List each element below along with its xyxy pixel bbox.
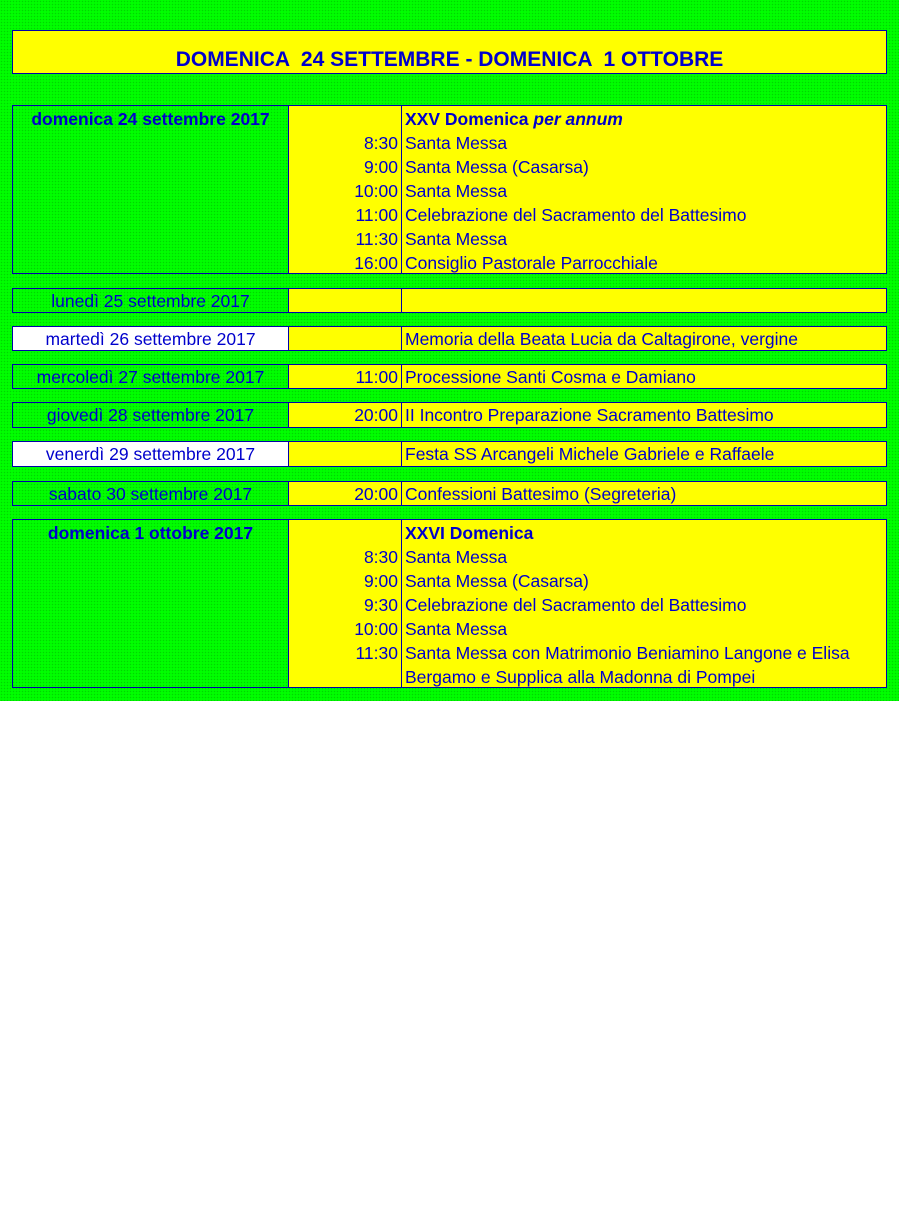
event-time: 8:30 [363,547,398,567]
event-time: 10:00 [354,619,398,639]
event-desc: Processione Santi Cosma e Damiano [402,365,886,388]
time-column [288,520,402,687]
event-desc: Santa Messa con Matrimonio Beniamino Langone e Elisa [405,643,850,663]
event-time: 11:00 [288,365,402,388]
event-desc [402,289,886,312]
liturgy-heading-main: XXV Domenica [405,109,534,129]
day-row-friday-29 [12,441,887,467]
event-desc: Festa SS Arcangeli Michele Gabriele e Raffaele [402,442,886,466]
event-time: 9:30 [363,595,398,615]
day-row-tuesday-26 [12,326,887,351]
description-column [402,106,886,273]
day-date: domenica 1 ottobre 2017 [47,523,254,543]
liturgy-heading-em: per annum [533,109,623,129]
event-desc: Consiglio Pastorale Parrocchiale [405,253,658,273]
liturgy-heading: XXVI Domenica [405,523,534,543]
event-desc: Confessioni Battesimo (Segreteria) [402,482,886,505]
event-desc: Santa Messa [405,619,508,639]
day-row-saturday-30 [12,481,887,506]
liturgy-heading [405,107,886,131]
day-date: giovedì 28 settembre 2017 [46,405,255,425]
day-row-monday-25 [12,288,887,313]
event-time [288,289,402,312]
time-column [288,106,402,273]
event-desc: Santa Messa [405,229,508,249]
page-title: DOMENICA 24 SETTEMBRE - DOMENICA 1 OTTOBRE [12,30,887,74]
event-desc: Memoria della Beata Lucia da Caltagirone, vergine [402,327,886,350]
time-blank [289,107,398,131]
event-desc: Santa Messa [405,133,508,153]
event-time [289,665,398,689]
event-time: 8:30 [363,133,398,153]
description-column [402,520,886,687]
event-time [288,327,402,350]
event-desc: Santa Messa [405,547,508,567]
event-time: 11:30 [355,643,398,663]
time-blank [289,521,398,545]
day-date: sabato 30 settembre 2017 [48,484,253,504]
day-row-thursday-28 [12,402,887,428]
event-desc: II Incontro Preparazione Sacramento Battesimo [402,403,886,427]
day-row-wednesday-27 [12,364,887,389]
day-block-sunday-1 [12,519,887,688]
event-time: 20:00 [288,482,402,505]
event-desc: Santa Messa (Casarsa) [405,157,589,177]
event-time: 16:00 [354,253,398,273]
event-time: 9:00 [363,571,398,591]
event-desc: Celebrazione del Sacramento del Battesimo [405,205,747,225]
day-date: mercoledì 27 settembre 2017 [36,367,265,387]
event-time: 10:00 [354,181,398,201]
day-block-sunday-24 [12,105,887,274]
event-time [288,442,402,466]
event-time: 20:00 [288,403,402,427]
day-date: venerdì 29 settembre 2017 [13,442,288,466]
event-time: 11:00 [355,205,398,225]
event-time: 11:30 [355,229,398,249]
event-desc: Santa Messa (Casarsa) [405,571,589,591]
event-desc: Santa Messa [405,181,508,201]
event-time: 9:00 [363,157,398,177]
day-date: lunedì 25 settembre 2017 [51,291,250,311]
day-date: domenica 24 settembre 2017 [31,109,270,129]
day-date: martedì 26 settembre 2017 [13,327,288,350]
event-desc: Bergamo e Supplica alla Madonna di Pompei [405,667,756,687]
event-desc: Celebrazione del Sacramento del Battesimo [405,595,747,615]
